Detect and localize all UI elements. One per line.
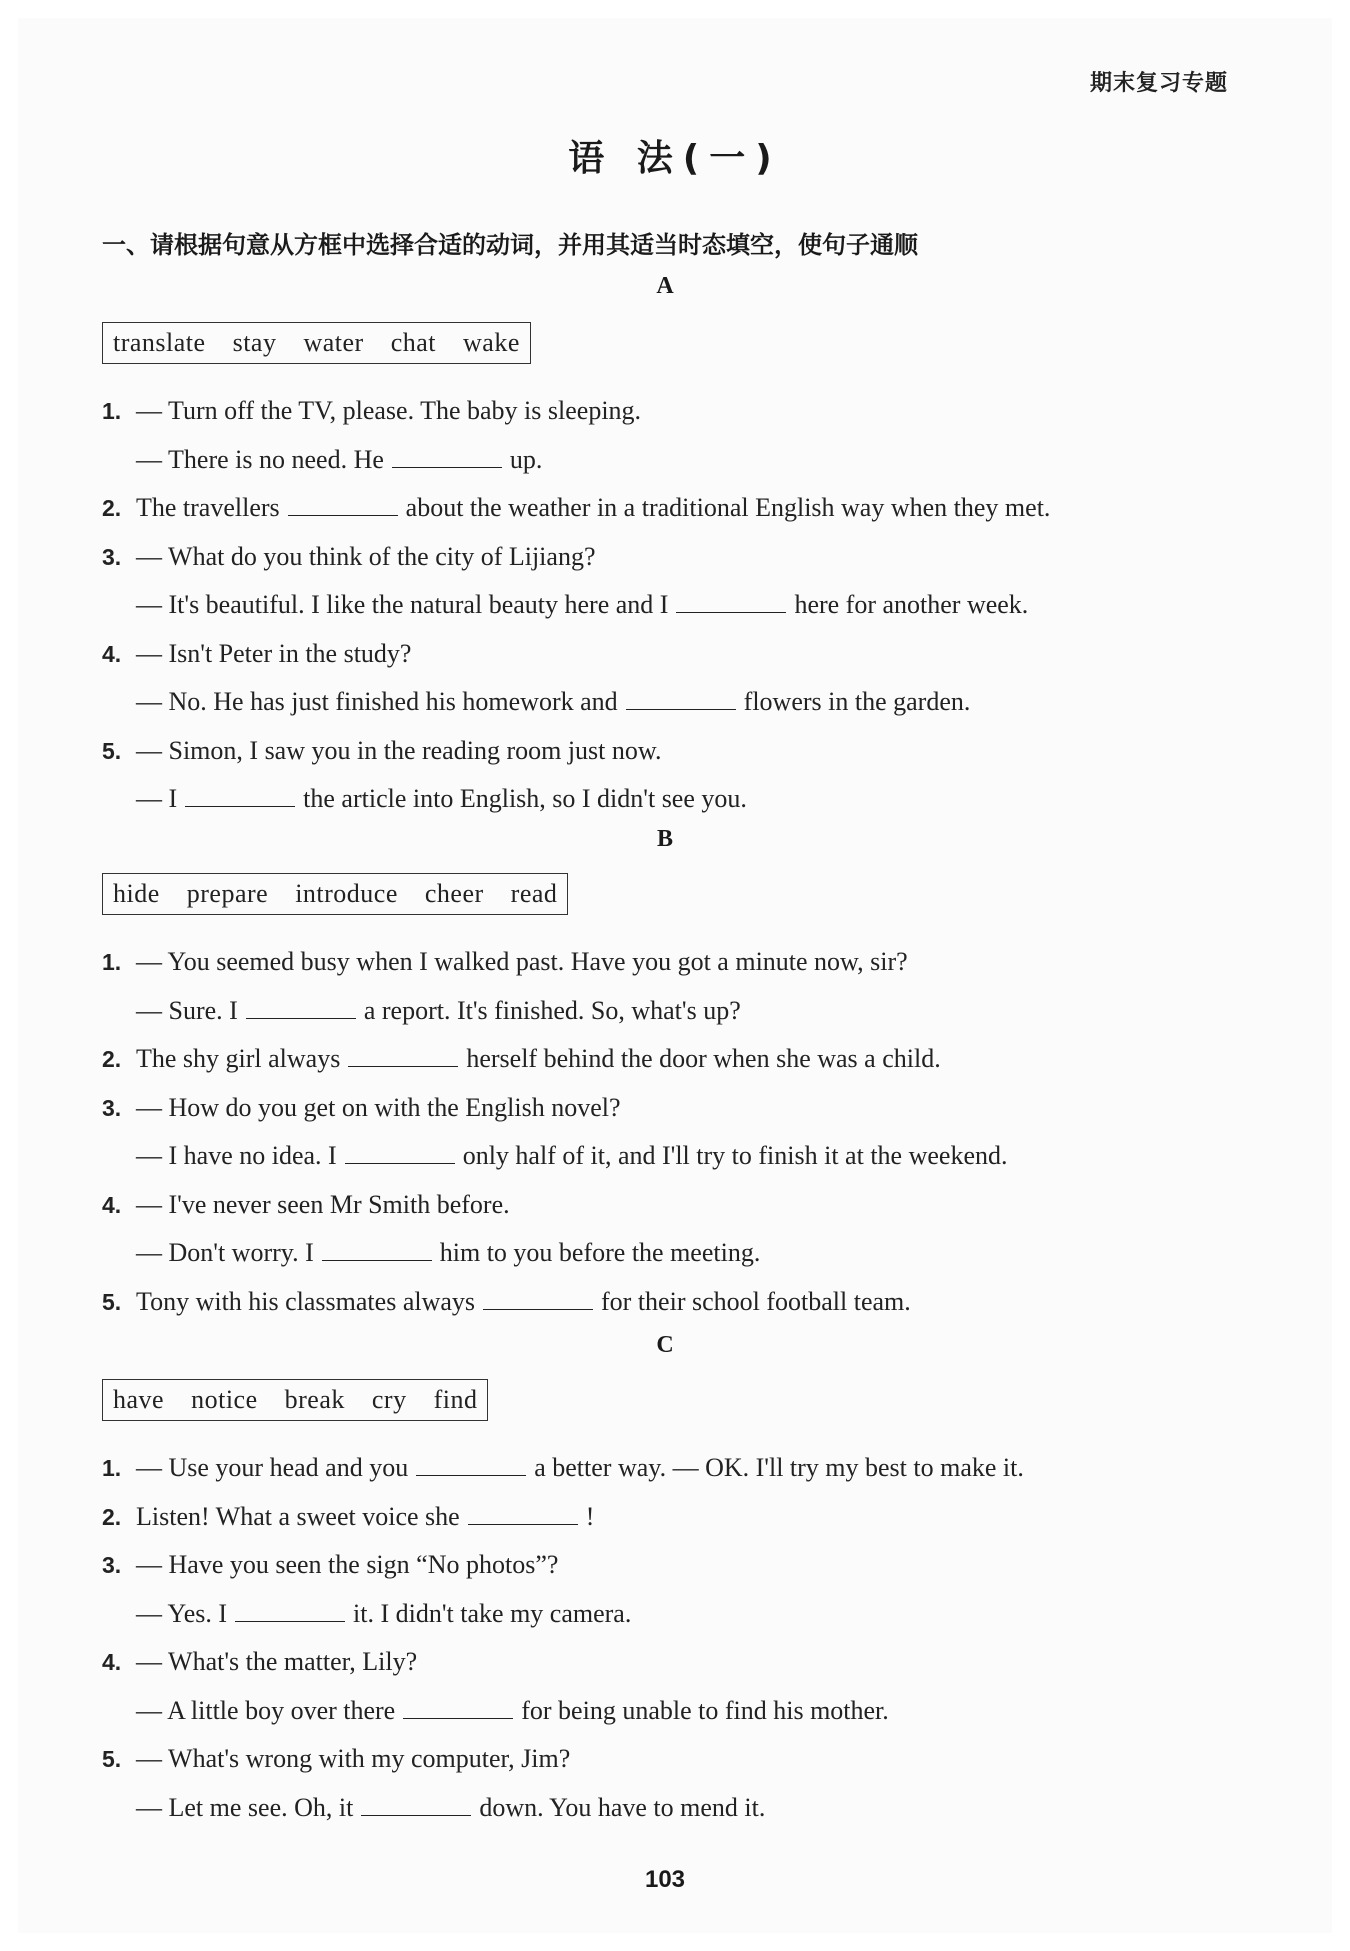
question-text: — Isn't Peter in the study? bbox=[136, 638, 412, 668]
question-text: a report. It's finished. So, what's up? bbox=[363, 995, 741, 1025]
answer-blank[interactable] bbox=[416, 1451, 526, 1476]
word-bank-box bbox=[102, 1379, 488, 1421]
question-text: here for another week. bbox=[794, 590, 1029, 619]
answer-blank[interactable] bbox=[235, 1597, 345, 1622]
word-bank-word: hide bbox=[113, 879, 160, 908]
question-number: 3. bbox=[102, 1552, 122, 1578]
question-text: — Turn off the TV, please. The baby is sleeping. bbox=[136, 396, 642, 425]
question-line bbox=[102, 1091, 621, 1125]
question-text: only half of it, and I'll try to finish it at the weekend. bbox=[462, 1141, 1008, 1170]
question-text: — I bbox=[136, 784, 178, 813]
word-bank-word: water bbox=[303, 328, 364, 357]
answer-blank[interactable] bbox=[345, 1139, 455, 1164]
word-bank-word: stay bbox=[232, 328, 277, 357]
question-line bbox=[102, 588, 1028, 622]
question-line bbox=[102, 1042, 941, 1076]
word-bank-word: break bbox=[284, 1385, 345, 1414]
answer-blank[interactable] bbox=[626, 685, 736, 710]
section-tag: 期末复习专题 bbox=[1089, 71, 1228, 96]
section-letter-b: B bbox=[656, 826, 673, 852]
question-line bbox=[102, 1236, 760, 1270]
question-number: 2. bbox=[102, 1503, 122, 1530]
question-text: Listen! What a sweet voice she bbox=[136, 1501, 460, 1531]
question-text: — What do you think of the city of Lijiang? bbox=[136, 541, 596, 571]
question-line bbox=[102, 1791, 765, 1825]
question-number: 5. bbox=[102, 1288, 122, 1315]
question-line bbox=[102, 994, 741, 1028]
question-line bbox=[102, 443, 542, 477]
word-bank-word: wake bbox=[463, 328, 520, 357]
word-bank-word: translate bbox=[113, 328, 206, 357]
question-text: down. You have to mend it. bbox=[479, 1792, 766, 1822]
question-line bbox=[102, 1188, 510, 1222]
question-line bbox=[102, 1694, 889, 1728]
question-text: — You seemed busy when I walked past. Have you got a minute now, sir? bbox=[136, 947, 908, 976]
question-line bbox=[102, 1500, 594, 1534]
word-bank-word: have bbox=[113, 1385, 165, 1414]
answer-blank[interactable] bbox=[676, 588, 786, 613]
question-number: 1. bbox=[102, 398, 122, 424]
word-bank-word: notice bbox=[191, 1385, 258, 1414]
question-line bbox=[102, 1645, 417, 1679]
word-bank-word: find bbox=[433, 1385, 478, 1414]
answer-blank[interactable] bbox=[246, 994, 356, 1019]
word-bank-box bbox=[102, 322, 531, 364]
answer-blank[interactable] bbox=[322, 1236, 432, 1261]
page-number: 103 bbox=[644, 1866, 686, 1893]
question-number: 2. bbox=[102, 1046, 122, 1072]
word-bank-word: read bbox=[510, 879, 558, 908]
question-number: 3. bbox=[102, 543, 122, 570]
answer-blank[interactable] bbox=[348, 1042, 458, 1067]
answer-blank[interactable] bbox=[468, 1500, 578, 1525]
question-line bbox=[102, 491, 1050, 525]
question-text: The shy girl always bbox=[136, 1044, 341, 1073]
question-text: — Simon, I saw you in the reading room just now. bbox=[136, 735, 662, 765]
question-text: for their school football team. bbox=[601, 1286, 911, 1316]
exercise-instruction: 一、请根据句意从方框中选择合适的动词，并用其适当时态填空，使句子通顺 bbox=[102, 231, 918, 259]
question-line bbox=[102, 1285, 911, 1319]
question-text: — There is no need. He bbox=[136, 444, 384, 474]
section-letter-c: C bbox=[656, 1332, 674, 1358]
question-number: 5. bbox=[102, 737, 122, 764]
question-text: him to you before the meeting. bbox=[439, 1238, 761, 1267]
question-text: — It's beautiful. I like the natural beauty here and I bbox=[136, 590, 669, 619]
question-line bbox=[102, 394, 641, 428]
question-line bbox=[102, 1742, 570, 1776]
question-text: — No. He has just finished his homework and bbox=[136, 687, 618, 716]
question-text: for being unable to find his mother. bbox=[521, 1695, 889, 1725]
question-text: — What's wrong with my computer, Jim? bbox=[136, 1744, 571, 1773]
answer-blank[interactable] bbox=[483, 1285, 593, 1310]
word-bank-word: prepare bbox=[186, 879, 269, 908]
question-text: — I have no idea. I bbox=[136, 1141, 337, 1170]
word-bank-word: cry bbox=[371, 1385, 407, 1414]
question-text: — What's the matter, Lily? bbox=[136, 1647, 418, 1676]
question-number: 1. bbox=[102, 949, 122, 975]
question-text: — Have you seen the sign “No photos”? bbox=[136, 1550, 559, 1579]
answer-blank[interactable] bbox=[361, 1791, 471, 1816]
question-number: 4. bbox=[102, 640, 122, 667]
question-text: up. bbox=[509, 444, 543, 474]
word-bank-word: chat bbox=[390, 328, 437, 357]
question-line bbox=[102, 1597, 631, 1631]
question-text: — Use your head and you bbox=[136, 1453, 409, 1482]
answer-blank[interactable] bbox=[288, 491, 398, 516]
question-text: — I've never seen Mr Smith before. bbox=[136, 1189, 510, 1219]
answer-blank[interactable] bbox=[403, 1694, 513, 1719]
question-line bbox=[102, 945, 908, 979]
answer-blank[interactable] bbox=[392, 443, 502, 468]
question-text: ! bbox=[585, 1501, 595, 1531]
section-letter-a: A bbox=[656, 273, 674, 299]
question-text: — Let me see. Oh, it bbox=[136, 1792, 354, 1822]
answer-blank[interactable] bbox=[185, 782, 295, 807]
question-number: 4. bbox=[102, 1649, 122, 1675]
question-line bbox=[102, 1548, 558, 1582]
question-number: 1. bbox=[102, 1455, 122, 1481]
word-bank-box bbox=[102, 873, 568, 915]
question-text: herself behind the door when she was a child. bbox=[466, 1044, 941, 1073]
question-number: 4. bbox=[102, 1191, 122, 1218]
question-text: — Don't worry. I bbox=[136, 1238, 314, 1267]
question-number: 5. bbox=[102, 1746, 122, 1772]
question-line bbox=[102, 685, 970, 719]
question-text: the article into English, so I didn't see you. bbox=[303, 784, 747, 813]
question-text: — Sure. I bbox=[136, 995, 238, 1025]
word-bank-word: cheer bbox=[424, 879, 484, 908]
question-text: flowers in the garden. bbox=[743, 687, 971, 716]
page-title: 语 法(一) bbox=[568, 138, 782, 179]
question-line bbox=[102, 1139, 1007, 1173]
question-text: a better way. — OK. I'll try my best to make it. bbox=[534, 1453, 1024, 1482]
question-text: Tony with his classmates always bbox=[136, 1286, 476, 1316]
question-line bbox=[102, 1451, 1024, 1485]
question-text: — How do you get on with the English novel? bbox=[136, 1092, 621, 1122]
question-text: about the weather in a traditional English way when they met. bbox=[405, 493, 1051, 522]
question-line bbox=[102, 782, 747, 816]
word-bank-word: introduce bbox=[295, 879, 398, 908]
question-number: 2. bbox=[102, 495, 122, 521]
question-number: 3. bbox=[102, 1094, 122, 1121]
question-line bbox=[102, 540, 595, 574]
question-line bbox=[102, 734, 661, 768]
question-text: — A little boy over there bbox=[136, 1695, 396, 1725]
question-text: it. I didn't take my camera. bbox=[353, 1598, 632, 1628]
question-line bbox=[102, 637, 411, 671]
question-text: The travellers bbox=[136, 493, 280, 522]
question-text: — Yes. I bbox=[136, 1598, 228, 1628]
